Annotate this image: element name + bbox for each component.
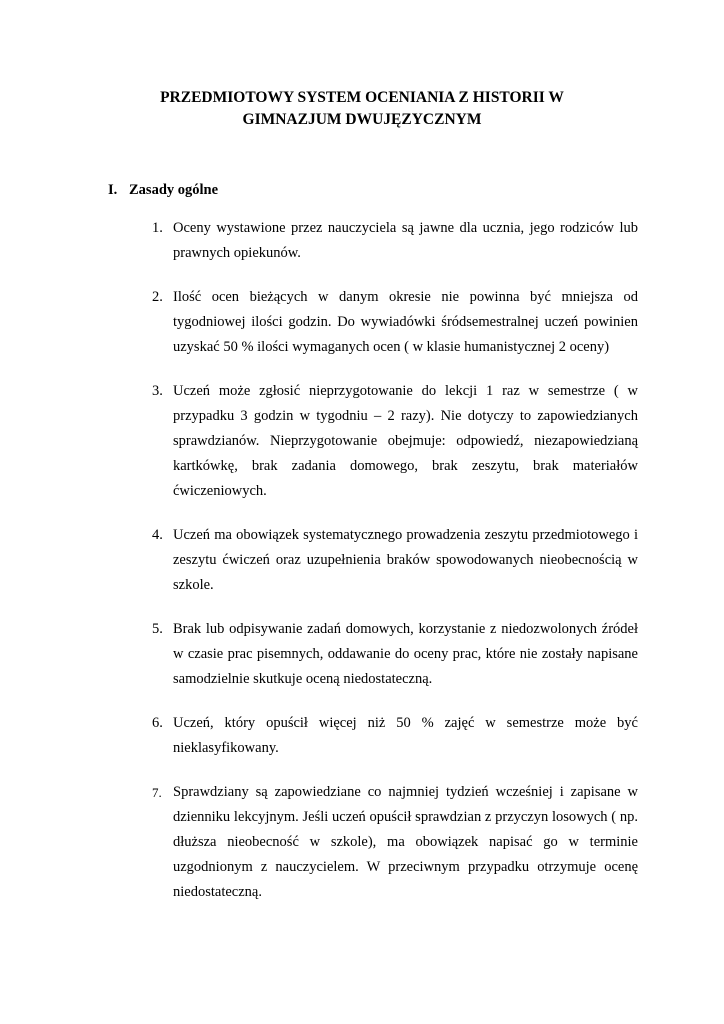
list-item-text: Ilość ocen bieżących w danym okresie nie powinna być mniejsza od tygodniowej ilości godzin. Do wywiadówki śródsemestralnej uczeń powinien uzyskać 50 % ilości wymaganych ocen ( w klasie humanistycznej 2 oceny)	[173, 289, 638, 355]
list-item	[0, 617, 724, 692]
list-item-number: 4.	[152, 527, 163, 543]
section-heading	[108, 180, 218, 200]
document-title	[100, 87, 624, 131]
list-item-number: 2.	[152, 289, 163, 305]
list-item	[0, 780, 724, 905]
list-item	[0, 523, 724, 598]
list-item-text: Sprawdziany są zapowiedziane co najmniej tydzień wcześniej i zapisane w dzienniku lekcyjnym. Jeśli uczeń opuścił sprawdzian z przyczyn losowych ( np. dłuższa nieobecność w szkole), ma obowiązek napisać go w terminie uzgodnionym z nauczycielem. W przeciwnym przypadku otrzymuje ocenę niedostateczną.	[173, 784, 638, 900]
title-line-2: GIMNAZJUM DWUJĘZYCZNYM	[242, 111, 482, 128]
list-item	[0, 711, 724, 761]
list-item-text: Uczeń, który opuścił więcej niż 50 % zajęć w semestrze może być nieklasyfikowany.	[173, 715, 638, 756]
list-item-text: Uczeń może zgłosić nieprzygotowanie do lekcji 1 raz w semestrze ( w przypadku 3 godzin w tygodniu – 2 razy). Nie dotyczy to zapowiedzianych sprawdzianów. Nieprzygotowanie obejmuje: odpowiedź, niezapowiedzianą kartkówkę, brak zadania domowego, brak zeszytu, brak materiałów ćwiczeniowych.	[173, 383, 638, 499]
section-title: Zasady ogólne	[129, 182, 219, 198]
rules-list	[0, 216, 724, 924]
list-item-number: 3.	[152, 383, 163, 399]
list-item-number: 5.	[152, 621, 163, 637]
list-item-number: 7.	[152, 785, 162, 800]
list-item-text: Brak lub odpisywanie zadań domowych, korzystanie z niedozwolonych źródeł w czasie prac pisemnych, oddawanie do oceny prac, które nie zostały napisane samodzielnie skutkuje oceną niedostateczną.	[173, 621, 638, 687]
list-item	[0, 216, 724, 266]
title-line-1: PRZEDMIOTOWY SYSTEM OCENIANIA Z HISTORII W	[160, 89, 564, 106]
list-item-number: 1.	[152, 220, 163, 236]
list-item	[0, 285, 724, 360]
list-item-text: Oceny wystawione przez nauczyciela są jawne dla ucznia, jego rodziców lub prawnych opiekunów.	[173, 220, 638, 261]
list-item	[0, 379, 724, 504]
section-number: I.	[108, 182, 118, 198]
list-item-text: Uczeń ma obowiązek systematycznego prowadzenia zeszytu przedmiotowego i zeszytu ćwiczeń oraz uzupełnienia braków spowodowanych nieobecnością w szkole.	[173, 527, 638, 593]
list-item-number: 6.	[152, 715, 163, 731]
